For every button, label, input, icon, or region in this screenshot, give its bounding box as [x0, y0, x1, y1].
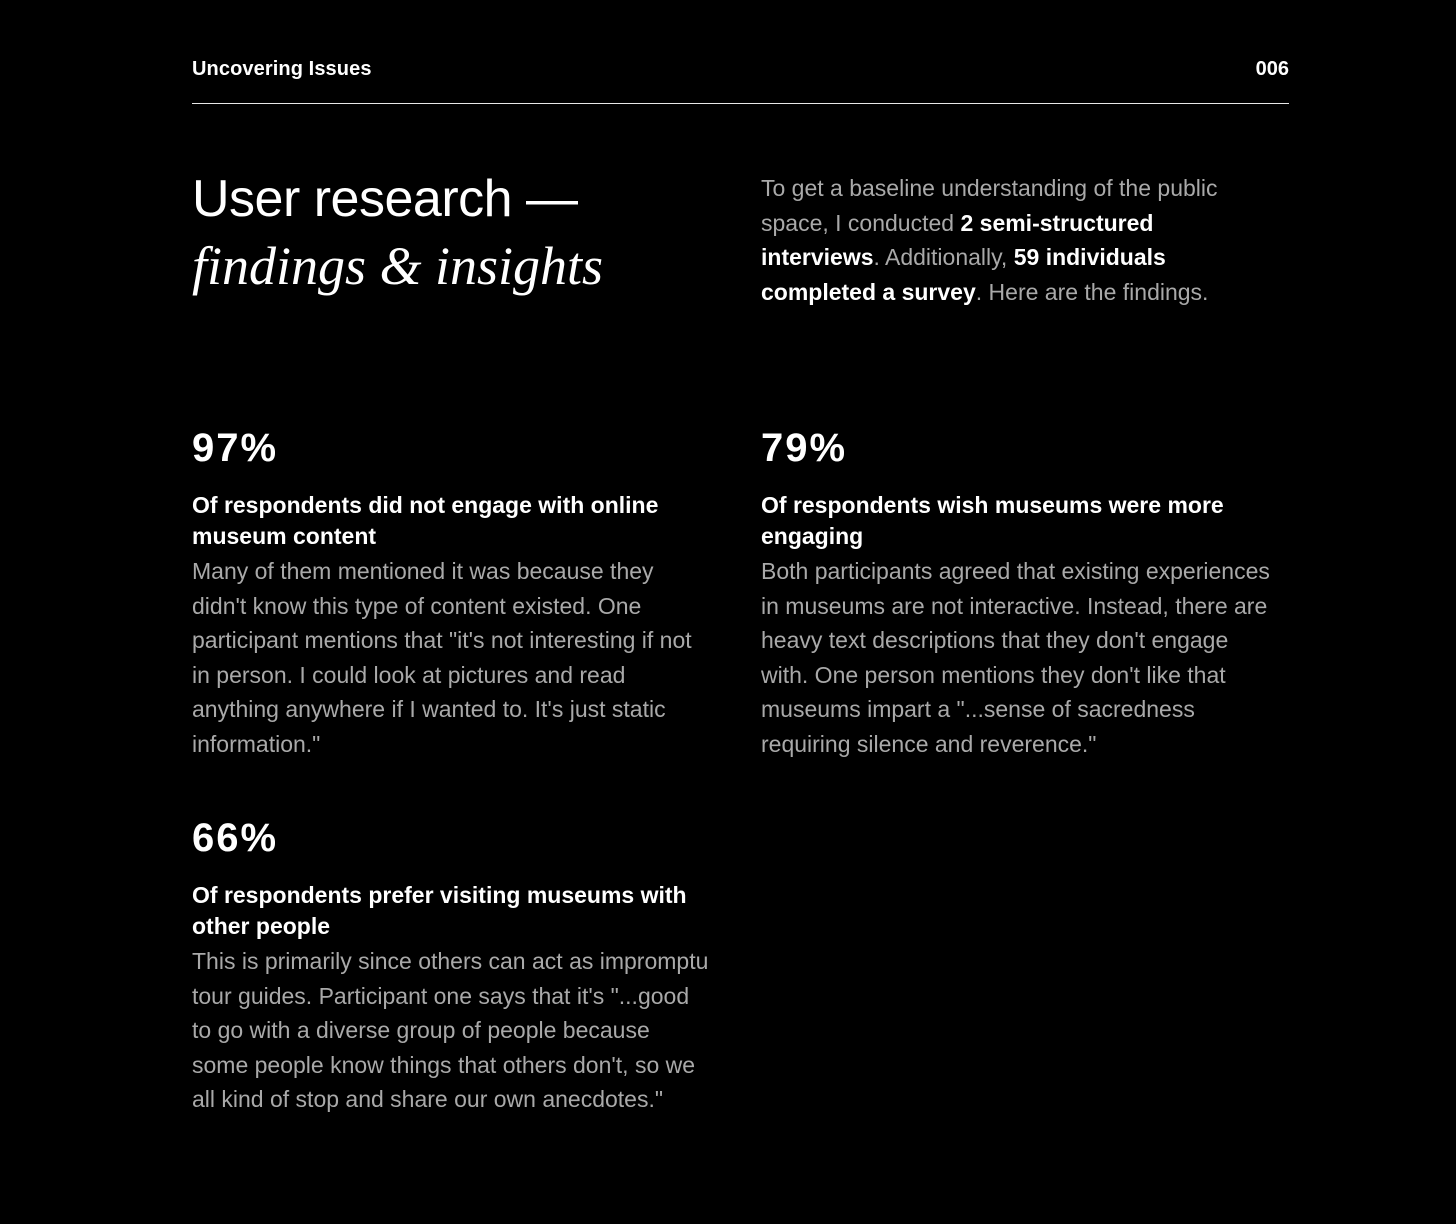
stat-card	[192, 424, 712, 761]
stat-value: 66%	[192, 816, 279, 860]
stat-body: Many of them mentioned it was because they didn't know this type of content existed. One participant mentions that "it's not interesting if not in person. I could look at pictures and read anything anywhere if I wanted to. It's just static information."	[192, 558, 692, 757]
stat-body: Both participants agreed that existing experiences in museums are not interactive. Instead, there are heavy text descriptions that they don't engage with. One person mentions they don't like that museums impart a "...sense of sacredness requiring silence and reverence."	[761, 558, 1270, 757]
page-header	[192, 56, 1289, 104]
section-title: Uncovering Issues	[192, 58, 372, 80]
intro-text-2: . Additionally,	[873, 244, 1014, 270]
stat-heading: Of respondents did not engage with online museum content	[192, 492, 659, 549]
stat-value: 97%	[192, 426, 279, 470]
stat-card	[192, 814, 712, 1117]
stat-value: 79%	[761, 426, 848, 470]
intro-text-1: To get a baseline understanding of the public space, I conducted	[761, 175, 1218, 236]
title-line-1: User research —	[192, 170, 578, 228]
page	[192, 0, 1289, 1224]
intro-highlight-interviews: 2 semi-structured interviews	[761, 209, 1154, 270]
intro-highlight-survey: 59 individuals completed a survey	[761, 244, 1166, 305]
stat-heading: Of respondents wish museums were more engaging	[761, 492, 1224, 549]
page-title	[192, 168, 732, 302]
intro-paragraph	[761, 171, 1261, 309]
stat-heading: Of respondents prefer visiting museums with other people	[192, 882, 687, 939]
stat-card	[761, 424, 1281, 761]
page-number: 006	[1255, 58, 1289, 80]
intro-text-3: . Here are the findings.	[975, 278, 1209, 305]
title-line-2: findings & insights	[192, 236, 604, 296]
stat-body: This is primarily since others can act as impromptu tour guides. Participant one says that it's "...good to go with a diverse group of people because some people know things that others don't, so we all kind of stop and share our own anecdotes."	[192, 948, 709, 1112]
